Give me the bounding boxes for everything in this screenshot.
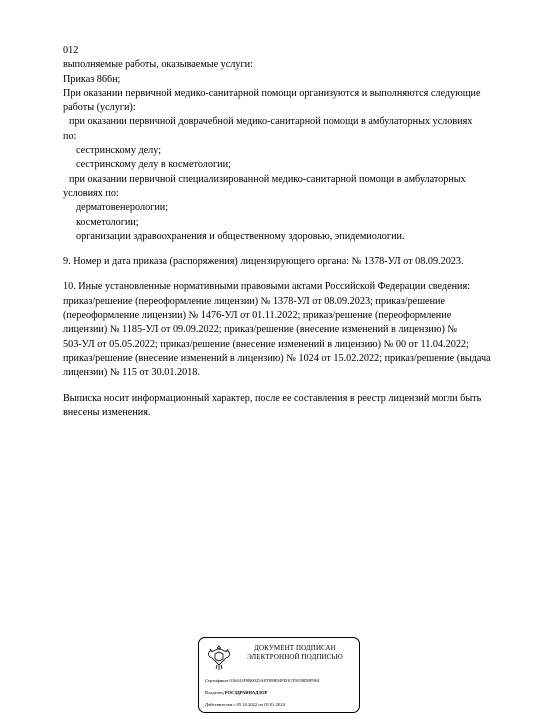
doc-line: организации здравоохранения и общественному здоровью, эпидемиологии.	[76, 230, 405, 242]
footer-note	[63, 392, 513, 421]
document-body	[63, 44, 513, 420]
stamp-title-line2: ЭЛЕКТРОННОЙ ПОДПИСЬЮ	[247, 652, 343, 661]
doc-line: сестринскому делу;	[76, 145, 162, 157]
doc-line: косметологии;	[76, 216, 139, 228]
electronic-signature-stamp	[198, 637, 360, 713]
activity-list	[63, 44, 513, 244]
doc-line: при оказании первичной доврачебной медико-санитарной помощи в амбулаторных условиях	[69, 116, 473, 128]
stamp-title	[235, 644, 355, 661]
doc-line: приказ/решение (внесение изменений в лицензию) № 1024 от 15.02.2022; приказ/решение (выдача	[63, 352, 491, 364]
doc-line: 10. Иные установленные нормативными правовыми актами Российской Федерации сведения:	[63, 281, 471, 293]
certificate-validity: Действителен с 05.10.2022 по 05.01.2024	[205, 702, 285, 707]
doc-line: условиях по:	[63, 187, 119, 199]
doc-line: 503-УЛ от 05.05.2022; приказ/решение (внесение изменений в лицензию) № 00 от 11.04.2022;	[63, 338, 469, 350]
owner-label: Владелец	[205, 690, 224, 695]
doc-line: выполняемые работы, оказываемые услуги:	[63, 59, 253, 71]
owner-name: РОСЗДРАВНАДЗОР	[224, 690, 268, 695]
doc-line: Приказ 866н;	[63, 73, 121, 85]
stamp-title-line1: ДОКУМЕНТ ПОДПИСАН	[254, 644, 336, 652]
section-9-order: 9. Номер и дата приказа (распоряжения) лицензирующего органа: № 1378-УЛ от 08.09.2023.	[63, 256, 464, 268]
doc-line: работы (услуги):	[63, 102, 136, 114]
doc-line: При оказании первичной медико-санитарной помощи организуются и выполняются следующие	[63, 87, 481, 99]
doc-line: сестринскому делу в косметологии;	[76, 159, 231, 171]
doc-line: Выписка носит информационный характер, после ее составления в реестр лицензий могли быть	[63, 392, 482, 404]
doc-line: лицензии) № 115 от 30.01.2018.	[63, 367, 200, 379]
doc-line: при оказании первичной специализированной медико-санитарной помощи в амбулаторных	[69, 173, 466, 185]
coat-of-arms-icon	[206, 643, 232, 673]
doc-line: дерматовенерологии;	[76, 202, 169, 214]
doc-line: внесены изменения.	[63, 406, 151, 418]
doc-line: по:	[63, 130, 77, 142]
section-10-other-info	[63, 280, 513, 380]
doc-line: лицензии) № 1185-УЛ от 09.09.2022; приказ/решение (внесение изменений в лицензию) №	[63, 324, 458, 336]
certificate-owner	[205, 690, 357, 696]
certificate-number: Сертификат 016441F0B0025A0T09B94FD1CF5058D8F984	[205, 678, 320, 683]
doc-line: 012	[63, 45, 79, 56]
doc-line: (переоформление лицензии) № 1476-УЛ от 01.11.2022; приказ/решение (переоформление	[63, 310, 452, 322]
doc-line: приказ/решение (переоформление лицензии) № 1378-УЛ от 08.09.2023; приказ/решение	[63, 295, 445, 307]
